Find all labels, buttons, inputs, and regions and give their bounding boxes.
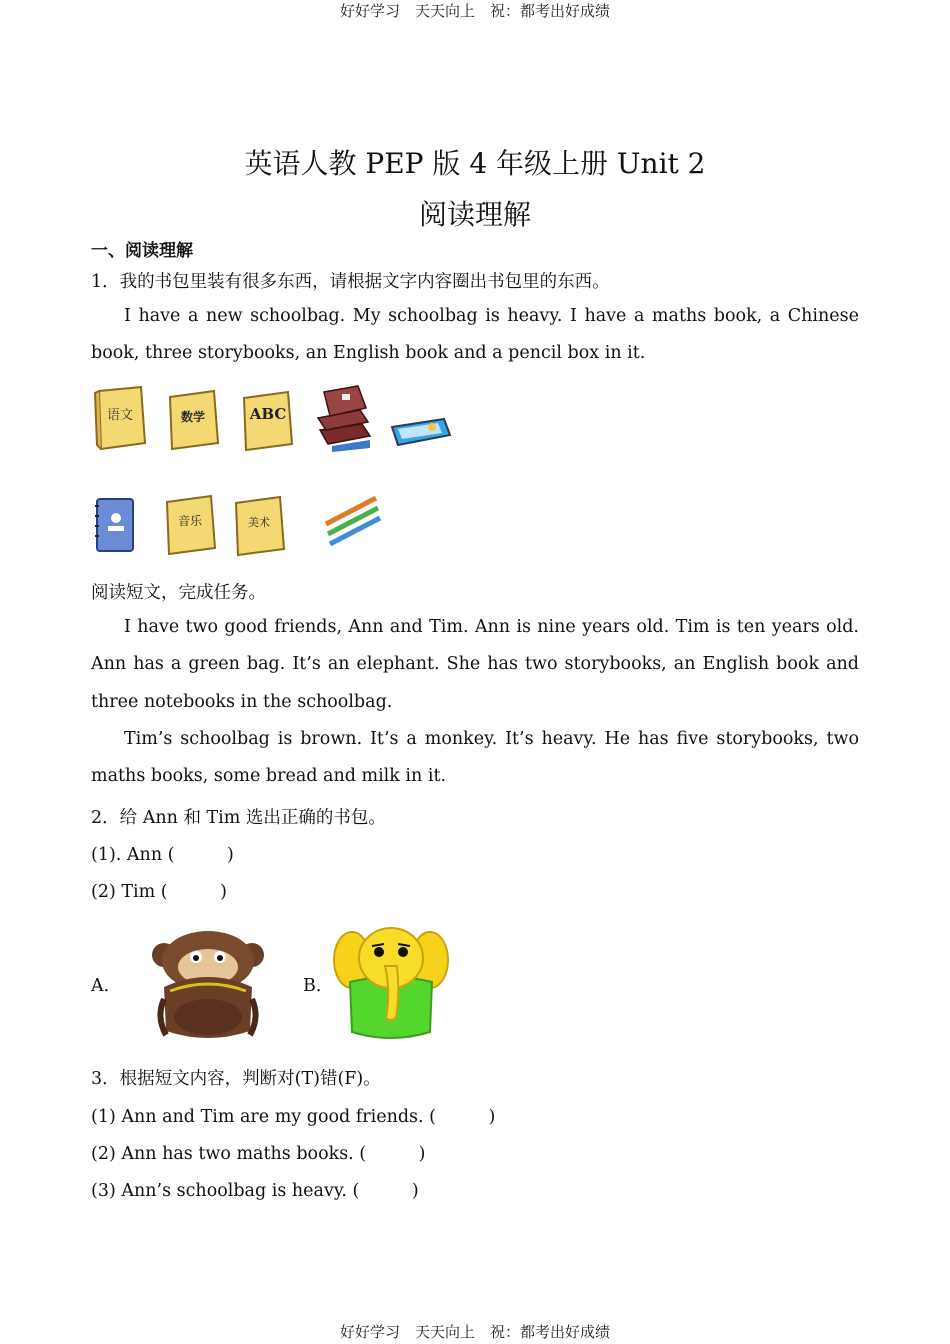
- svg-text:语文: 语文: [106, 408, 134, 423]
- monkey-backpack-icon: [150, 927, 266, 1045]
- storybooks-stack-icon: [314, 384, 374, 454]
- reading-paragraph-1: I have two good friends, Ann and Tim. Ann is nine years old. Tim is ten years old. Ann has a green bag. It’s an elephant. She has two storybooks, an English book and three notebooks in the schoolbag.: [91, 617, 859, 712]
- question-3-statement-2[interactable]: (2) Ann has two maths books. ( ): [91, 1144, 426, 1164]
- chinese-book-icon: [91, 385, 149, 453]
- pencils-icon: [320, 494, 384, 548]
- maths-book-icon: [166, 387, 222, 453]
- svg-text:ABC: ABC: [249, 405, 287, 423]
- music-book-icon: [163, 492, 219, 558]
- notebook-icon: [91, 496, 137, 554]
- elephant-backpack-icon: [332, 922, 450, 1044]
- pencil-box-icon: [388, 415, 452, 449]
- option-a-label: A．: [91, 976, 122, 996]
- reading-paragraph-2: Tim’s schoolbag is brown. It’s a monkey. It’s heavy. He has five storybooks, two maths books, some bread and milk in it.: [91, 729, 859, 787]
- question-2-answer-tim[interactable]: (2) Tim ( ): [91, 882, 227, 902]
- question-1-passage: I have a new schoolbag. My schoolbag is heavy. I have a maths book, a Chinese book, three storybooks, an English book and a pencil box in it.: [91, 306, 859, 364]
- question-3-statement-3[interactable]: (3) Ann’s schoolbag is heavy. ( ): [91, 1181, 419, 1201]
- question-3-prompt: 3．根据短文内容，判断对(T)错(F)。: [91, 1069, 381, 1089]
- question-1-prompt: 1．我的书包里装有很多东西，请根据文字内容圈出书包里的东西。: [91, 272, 610, 292]
- question-3-statement-1[interactable]: (1) Ann and Tim are my good friends. ( ): [91, 1107, 496, 1127]
- question-2-answer-ann[interactable]: (1). Ann ( ): [91, 845, 234, 865]
- english-book-icon: [240, 388, 296, 454]
- section-heading: 一、阅读理解: [91, 241, 193, 261]
- art-book-icon: [232, 493, 288, 559]
- svg-text:美术: 美术: [248, 516, 270, 529]
- page-footer: 好好学习 天天向上 祝：都考出好成绩: [339, 1323, 610, 1341]
- page-header: 好好学习 天天向上 祝：都考出好成绩: [339, 2, 610, 20]
- svg-text:数学: 数学: [180, 410, 206, 424]
- document-subtitle: 阅读理解: [418, 198, 531, 231]
- option-b-label: B．: [303, 976, 334, 996]
- reading-intro: 阅读短文，完成任务。: [91, 583, 266, 603]
- question-2-prompt: 2．给 Ann 和 Tim 选出正确的书包。: [91, 808, 386, 828]
- document-title: 英语人教 PEP 版 4 年级上册 Unit 2: [244, 147, 706, 180]
- svg-text:音乐: 音乐: [177, 514, 203, 528]
